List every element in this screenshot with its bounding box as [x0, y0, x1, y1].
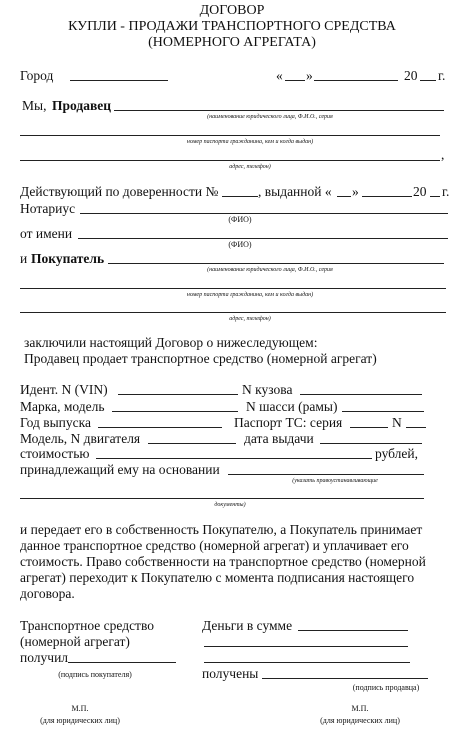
chassis-label: N шасси (рамы) [246, 399, 338, 414]
city-label: Город [20, 68, 54, 83]
proxy-day-field[interactable] [337, 196, 351, 197]
seller-name-field[interactable] [114, 110, 444, 111]
received-label: получил [20, 650, 69, 665]
buyer-name-field[interactable] [108, 263, 444, 264]
proxy-year-prefix: 20 [413, 184, 427, 199]
vin-label: Идент. N (VIN) [20, 382, 108, 397]
cost-label: стоимостью [20, 446, 90, 461]
date-open-quote: « [276, 68, 283, 83]
year-field[interactable] [98, 427, 222, 428]
year-suffix: г. [438, 68, 446, 83]
seller-label: Продавец [52, 98, 112, 113]
proxy-year-field[interactable] [430, 196, 440, 197]
intro-line-2: Продавец продает транспортное средство (номерной агрегат) [24, 351, 377, 366]
seller-comma: , [441, 147, 445, 162]
seller-hint-2: номер паспорта гражданина, кем и когда выдан) [186, 139, 314, 145]
proxy-number-field[interactable] [222, 196, 258, 197]
seller-prefix: Мы, [22, 98, 47, 113]
vehicle-received-line-2: (номерной агрегат) [20, 634, 130, 649]
stamp-left: М.П. [71, 704, 89, 713]
transfer-line-2: данное транспортное средство (номерной агрегат) и уплачивает его [20, 538, 409, 553]
proxy-acting-label: Действующий по доверенности № [20, 184, 219, 199]
buyer-signature-hint: (подпись покупателя) [58, 670, 132, 679]
ownership-doc-field[interactable] [20, 498, 424, 499]
proxy-issued-label: , выданной « [258, 184, 332, 199]
transfer-line-3: стоимость. Право собственности на транспортное средство (номерной [20, 554, 426, 569]
on-behalf-fio-hint: (ФИО) [228, 240, 252, 249]
date-day-field[interactable] [285, 80, 305, 81]
year-label: Год выпуска [20, 415, 91, 430]
cost-field[interactable] [96, 458, 372, 459]
stamp-right: М.П. [351, 704, 369, 713]
transfer-line-5: договора. [20, 586, 75, 601]
notary-label: Нотариус [20, 201, 76, 216]
vin-field[interactable] [118, 394, 238, 395]
document-title-line2: КУПЛИ - ПРОДАЖИ ТРАНСПОРТНОГО СРЕДСТВА [68, 19, 396, 34]
chassis-field[interactable] [342, 411, 424, 412]
buyer-prefix: и [20, 251, 28, 266]
seller-address-field[interactable] [20, 160, 440, 161]
make-model-label: Марка, модель [20, 399, 105, 414]
buyer-label: Покупатель [31, 251, 105, 266]
buyer-passport-field[interactable] [20, 288, 446, 289]
passport-number-label: N [392, 415, 402, 430]
issue-date-field[interactable] [320, 443, 422, 444]
buyer-hint-1: (наименование юридического лица, Ф.И.О., серия [207, 267, 333, 273]
passport-series-label: Паспорт ТС: серия [234, 415, 343, 430]
ownership-doc-hint-2: документы) [214, 502, 246, 508]
money-amount-field-2[interactable] [204, 646, 408, 647]
date-month-field[interactable] [314, 80, 398, 81]
notary-fio-hint: (ФИО) [228, 215, 252, 224]
ownership-basis-label: принадлежащий ему на основании [20, 462, 220, 477]
engine-label: Модель, N двигателя [20, 431, 141, 446]
proxy-month-field[interactable] [362, 196, 412, 197]
money-amount-label: Деньги в сумме [202, 618, 293, 633]
rubles-label: рублей, [375, 446, 419, 461]
seller-signature-hint: (подпись продавца) [352, 683, 420, 692]
proxy-close-quote: » [352, 184, 359, 199]
document-title: ДОГОВОР [199, 3, 265, 18]
buyer-hint-2: номер паспорта гражданина, кем и когда выдан) [186, 292, 314, 298]
on-behalf-field[interactable] [78, 238, 448, 239]
passport-number-field[interactable] [406, 427, 426, 428]
body-number-label: N кузова [242, 382, 293, 397]
notary-field[interactable] [80, 213, 448, 214]
vehicle-received-line-1: Транспортное средство [20, 618, 154, 633]
date-close-quote: » [306, 68, 313, 83]
seller-hint-1: (наименование юридического лица, Ф.И.О., серия [207, 114, 333, 120]
buyer-address-field[interactable] [20, 312, 446, 313]
make-model-field[interactable] [112, 411, 238, 412]
seller-hint-3: адрес, телефон) [229, 164, 271, 170]
transfer-line-1: и передает его в собственность Покупателю, а Покупатель принимает [20, 522, 423, 537]
engine-field[interactable] [148, 443, 236, 444]
transfer-line-4: агрегат) переходит к Покупателю с момента подписания настоящего [20, 570, 415, 585]
proxy-year-suffix: г. [442, 184, 450, 199]
money-amount-field[interactable] [298, 630, 408, 631]
date-year-field[interactable] [420, 80, 436, 81]
buyer-signature-field[interactable] [68, 662, 176, 663]
seller-passport-field[interactable] [20, 135, 440, 136]
money-received-label: получены [202, 666, 259, 681]
intro-line-1: заключили настоящий Договор о нижеследующем: [24, 335, 318, 350]
ownership-basis-field[interactable] [228, 474, 424, 475]
issue-date-label: дата выдачи [244, 431, 314, 446]
legal-entity-hint-right: (для юридических лиц) [320, 716, 400, 725]
body-number-field[interactable] [300, 394, 422, 395]
passport-series-field[interactable] [350, 427, 388, 428]
ownership-doc-hint-1: (указать правоустанавливающие [292, 478, 378, 484]
buyer-hint-3: адрес, телефон) [229, 316, 271, 322]
year-prefix: 20 [404, 68, 418, 83]
money-amount-field-3[interactable] [204, 662, 410, 663]
document-title-line3: (НОМЕРНОГО АГРЕГАТА) [148, 35, 316, 50]
on-behalf-label: от имени [20, 226, 73, 241]
legal-entity-hint-left: (для юридических лиц) [40, 716, 120, 725]
city-field[interactable] [70, 80, 168, 81]
seller-signature-field[interactable] [262, 678, 428, 679]
